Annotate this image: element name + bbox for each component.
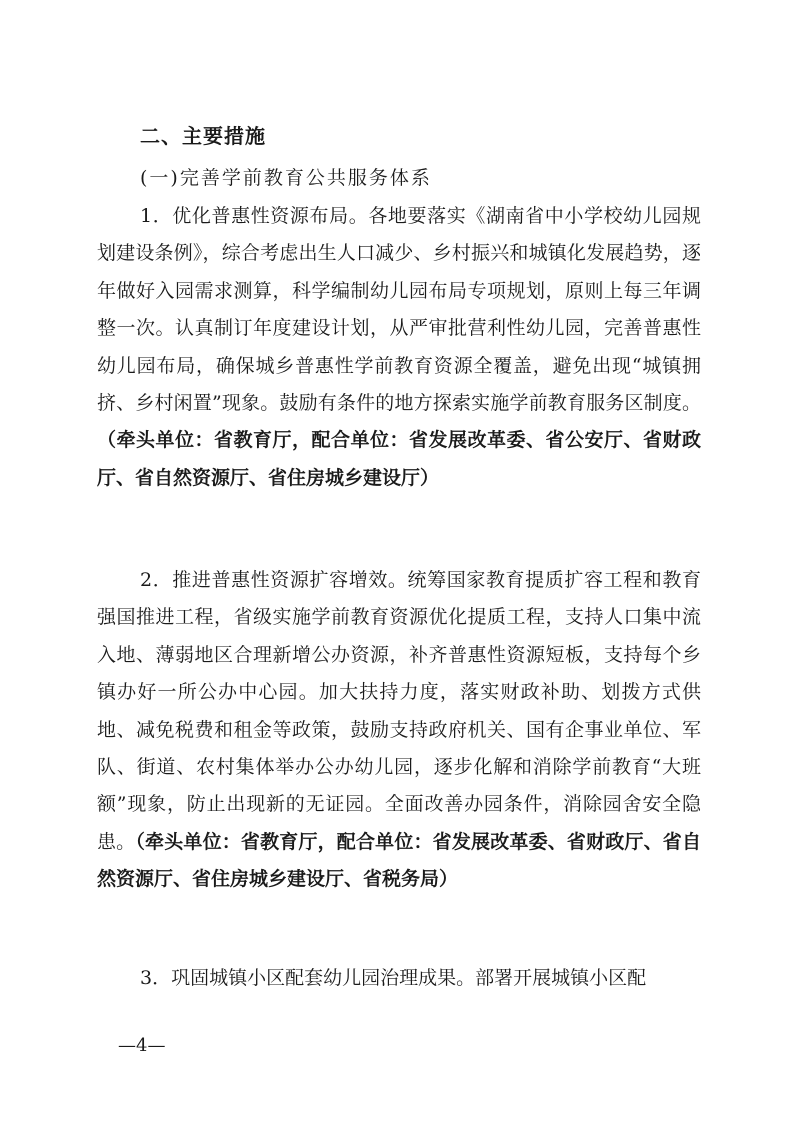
paragraph-2 xyxy=(97,562,701,899)
paragraph-3-number: 3． xyxy=(140,967,172,989)
paragraph-2-body: 统筹国家教育提质扩容工程和教育强国推进工程，省级实施学前教育资源优化提质工程，支持人口集中流入地、薄弱地区合理新增公办资源，补齐普惠性资源短板，支持每个乡镇办好一所公办中心园。加大扶持力度，落实财政补助、划拨方式供地、减免税费和租金等政策，鼓励支持政府机关、国有企事业单位、军队、街道、农村集体举办公办幼儿园，逐步化解和消除学前教育“大班额”现象，防止出现新的无证园。全面改善办园条件，消除园舍安全隐患。 xyxy=(97,569,701,853)
paragraph-1-body: 各地要落实《湖南省中小学校幼儿园规划建设条例》，综合考虑出生人口减少、乡村振兴和城镇化发展趋势，逐年做好入园需求测算，科学编制幼儿园布局专项规划，原则上每三年调整一次。认真制订年度建设计划，从严审批营利性幼儿园，完善普惠性幼儿园布局，确保城乡普惠性学前教育资源全覆盖，避免出现“城镇拥挤、乡村闲置”现象。鼓励有条件的地方探索实施学前教育服务区制度。 xyxy=(97,205,701,415)
paragraph-2-attribution: （牵头单位：省教育厅，配合单位：省发展改革委、省财政厅、省自然资源厅、省住房城乡建设厅、省税务局） xyxy=(97,830,701,891)
paragraph-2-number: 2． xyxy=(140,569,173,591)
paragraph-2-lead: 推进普惠性资源扩容增效。 xyxy=(172,569,408,591)
section-heading: 二、主要措施 xyxy=(140,124,266,148)
paragraph-1-lead: 优化普惠性资源布局。 xyxy=(172,205,369,227)
page-number: —4— xyxy=(118,1035,166,1056)
paragraph-3-body: 部署开展城镇小区配 xyxy=(475,967,647,989)
paragraph-3-lead: 巩固城镇小区配套幼儿园治理成果。 xyxy=(171,967,476,989)
subsection-heading: (一)完善学前教育公共服务体系 xyxy=(140,167,432,189)
paragraph-1-number: 1． xyxy=(140,205,173,227)
paragraph-1 xyxy=(97,198,701,497)
paragraph-3 xyxy=(97,960,701,997)
paragraph-1-attribution: （牵头单位：省教育厅，配合单位：省发展改革委、省公安厅、省财政厅、省自然资源厅、省住房城乡建设厅） xyxy=(97,429,701,489)
